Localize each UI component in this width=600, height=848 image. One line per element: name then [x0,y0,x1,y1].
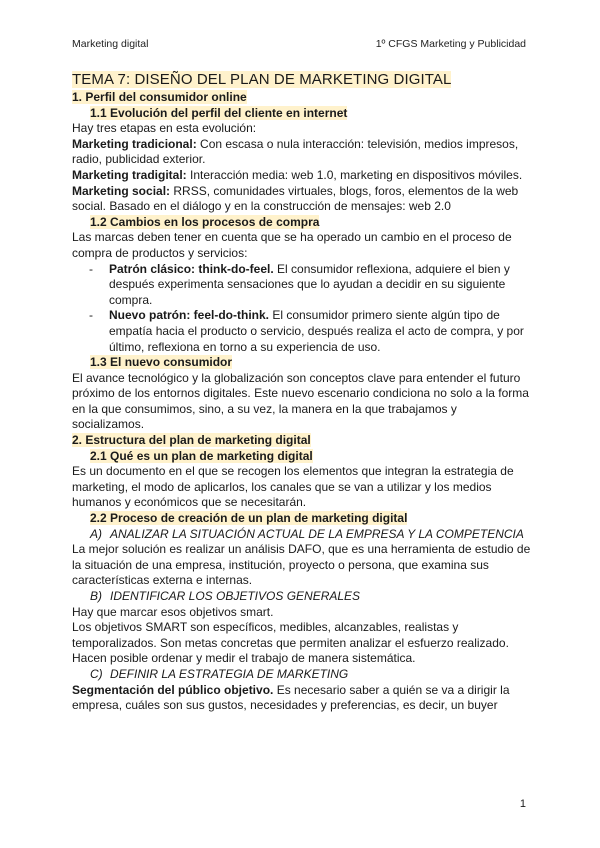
step-c-text: DEFINIR LA ESTRATEGIA DE MARKETING [110,666,349,681]
traditional-marketing-paragraph [72,137,532,168]
classic-pattern-label: Patrón clásico: think-do-feel. [109,261,274,276]
segmentation-label: Segmentación del público objetivo. [72,682,274,697]
dafo-paragraph: La mejor solución es realizar un análisis DAFO, que es una herramienta de estudio de la situación de una empresa, institución, proyecto o persona, que examina sus características externa e internas. [72,542,531,588]
tradigital-marketing-text: Interacción media: web 1.0, marketing en dispositivos móviles. [186,167,523,182]
social-marketing-label: Marketing social: [72,183,171,198]
step-b [72,589,532,605]
page-title-text: TEMA 7: DISEÑO DEL PLAN DE MARKETING DIGITAL [72,71,452,88]
tech-advance-paragraph: El avance tecnológico y la globalización son conceptos clave para entender el futuro próximo de los entornos digitales. Este nuevo escenario condiciona no solo a la forma en la que consumimos, sino, a su vez, la manera en la que trabajamos y socializamos. [72,370,529,432]
traditional-marketing-label: Marketing tradicional: [72,136,197,151]
social-marketing-text: RRSS, comunidades virtuales, blogs, foros, elementos de la web social. Basado en el diálogo y en la construcción de mensajes: web 2.0 [72,183,519,214]
smart-intro-paragraph: Hay que marcar esos objetivos smart. [72,604,274,619]
brands-paragraph: Las marcas deben tener en cuenta que se ha operado un cambio en el proceso de compra de productos y servicios: [72,230,512,260]
header-course-subject: Marketing digital [72,38,149,50]
section-2-1-heading-text: 2.1 Qué es un plan de marketing digital [90,448,313,463]
traditional-marketing-text: Con escasa o nula interacción: televisión, medios impresos, radio, publicidad exterior. [72,136,519,167]
intro-paragraph: Hay tres etapas en esta evolución: [72,121,257,136]
step-b-text: IDENTIFICAR LOS OBJETIVOS GENERALES [110,589,361,603]
step-c-letter: C) [90,666,103,681]
step-c [72,667,532,683]
section-1-3-heading-text: 1.3 El nuevo consumidor [90,355,233,370]
section-1-heading [72,90,532,106]
segmentation-paragraph [72,683,532,714]
section-1-1-heading [72,106,532,122]
page-number: 1 [519,798,526,810]
section-1-2-heading-text: 1.2 Cambios en los procesos de compra [90,214,320,229]
smart-definition-paragraph: Los objetivos SMART son específicos, medibles, alcanzables, realistas y temporalizados. Son metas concretas que permiten analizar el esfuerzo realizado. Hacen posible ordenar y medir el trabajo de manera sistemática. [72,620,509,666]
document-body [72,70,532,714]
tradigital-marketing-label: Marketing tradigital: [72,167,187,182]
page-title [72,70,532,90]
section-1-heading-text: 1. Perfil del consumidor online [72,90,247,104]
section-2-2-heading [72,511,532,527]
list-item [72,308,532,355]
step-a-text: ANALIZAR LA SITUACIÓN ACTUAL DE LA EMPRESA Y LA COMPETENCIA [110,526,524,541]
section-2-heading-text: 2. Estructura del plan de marketing digital [72,433,311,448]
section-1-1-heading-text: 1.1 Evolución del perfil del cliente en internet [90,105,348,120]
new-pattern-text: El consumidor primero siente algún tipo de empatía hacia el producto o servicio, después realiza el acto de compra, y por último, reflexiona en torno a su experiencia de uso. [109,308,524,354]
segmentation-text: Es necesario saber a quién se va a dirigir la empresa, cuáles son sus gustos, necesidades y preferencias, es decir, un buyer [72,682,510,713]
step-a-letter: A) [90,526,102,541]
header-course-level: 1º CFGS Marketing y Publicidad [375,38,526,50]
bullet-dash: - [89,308,93,323]
step-a [72,527,532,543]
plan-definition-paragraph: Es un documento en el que se recogen los elementos que integran la estrategia de marketing, el modo de aplicarlos, los canales que se van a utilizar y los medios humanos y económicos que se necesitarán. [72,464,514,510]
section-2-1-heading [72,449,532,465]
tradigital-marketing-paragraph [72,168,532,184]
social-marketing-paragraph [72,184,532,215]
new-pattern-label: Nuevo patrón: feel-do-think. [109,308,269,323]
bullet-dash: - [89,261,93,276]
section-1-3-heading [72,355,532,371]
section-1-2-heading [72,215,532,231]
classic-pattern-text: El consumidor reflexiona, adquiere el bien y después experimenta sensaciones que lo ayudan a decidir en su siguiente compra. [109,261,510,307]
section-2-2-heading-text: 2.2 Proceso de creación de un plan de marketing digital [90,511,408,526]
step-b-letter: B) [90,589,102,603]
list-item [72,262,532,309]
section-2-heading [72,433,532,449]
